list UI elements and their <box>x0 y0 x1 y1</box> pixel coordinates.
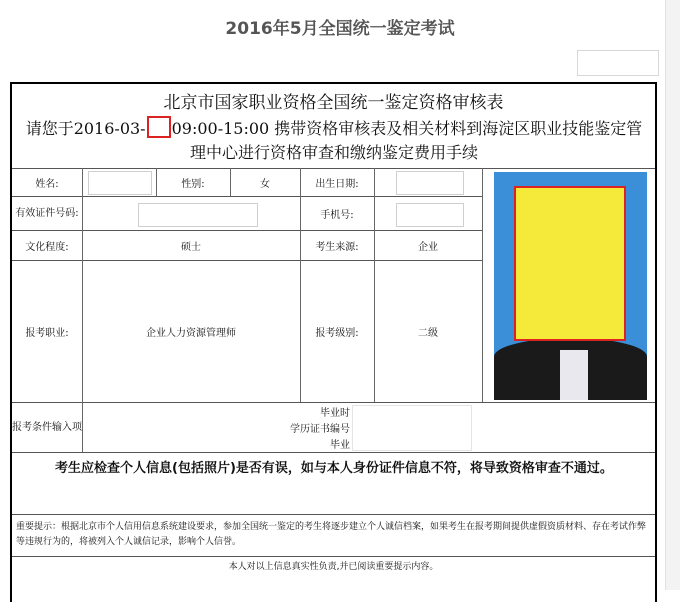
photo-shirt <box>560 350 588 400</box>
name-field <box>88 171 152 195</box>
important-notice: 重要提示：根据北京市个人信用信息系统建设要求，参加全国统一鉴定的考生将逐步建立个人诚信档案，如果考生在报考期间提供虚假资质材料、存在考试作弊等违规行为的，将被列入个人诚信记录，影响个人信誉。 <box>16 522 647 547</box>
grid-line <box>12 556 655 557</box>
grid-line <box>12 514 655 515</box>
occupation-label: 报考职业: <box>25 327 69 339</box>
education-label: 文化程度: <box>25 241 69 253</box>
phone-label: 手机号: <box>320 209 354 221</box>
page-title: 2016年5月全国统一鉴定考试 <box>225 19 455 39</box>
phone-field <box>396 203 464 227</box>
birth-label: 出生日期: <box>315 178 359 190</box>
gender-value: 女 <box>260 178 270 190</box>
warning-text: 考生应检查个人信息(包括照片)是否有误，如与本人身份证件信息不符，将导致资格审查不通过。 <box>55 461 613 476</box>
declaration-text: 本人对以上信息真实性负责,并已阅读重要提示内容。 <box>228 562 439 572</box>
scrollbar[interactable] <box>665 0 680 590</box>
review-form <box>10 82 657 602</box>
id-number-field <box>138 203 258 227</box>
top-right-box <box>577 50 659 76</box>
source-label: 考生来源: <box>315 241 359 253</box>
form-instruction <box>20 116 648 165</box>
gender-label: 性别: <box>181 178 205 190</box>
date-day-box <box>147 116 171 138</box>
id-number-label: 有效证件号码: <box>15 207 79 219</box>
grad-time-label: 毕业时 <box>320 407 350 419</box>
form-title: 北京市国家职业资格全国统一鉴定资格审核表 <box>163 93 504 113</box>
birth-field <box>396 171 464 195</box>
grid-line <box>12 452 655 453</box>
education-value: 硕士 <box>181 241 201 253</box>
instruction-pre: 请您于2016-03- <box>25 119 146 138</box>
grid-line <box>482 168 483 402</box>
cert-no-label: 学历证书编号 <box>290 423 350 435</box>
occupation-value: 企业人力资源管理师 <box>146 327 236 339</box>
conditions-label: 报考条件输入项 <box>12 421 82 433</box>
level-value: 二级 <box>418 327 438 339</box>
applicant-photo <box>494 172 647 400</box>
level-label: 报考级别: <box>315 327 359 339</box>
grad-school-label: 毕业 <box>330 439 350 451</box>
instruction-post: 09:00-15:00 携带资格审核表及相关材料到海淀区职业技能鉴定管理中心进行资格审查和缴纳鉴定费用手续 <box>171 119 643 162</box>
graduation-info-field <box>352 405 472 451</box>
source-value: 企业 <box>418 241 438 253</box>
name-label: 姓名: <box>35 178 59 190</box>
photo-redaction <box>514 186 626 341</box>
